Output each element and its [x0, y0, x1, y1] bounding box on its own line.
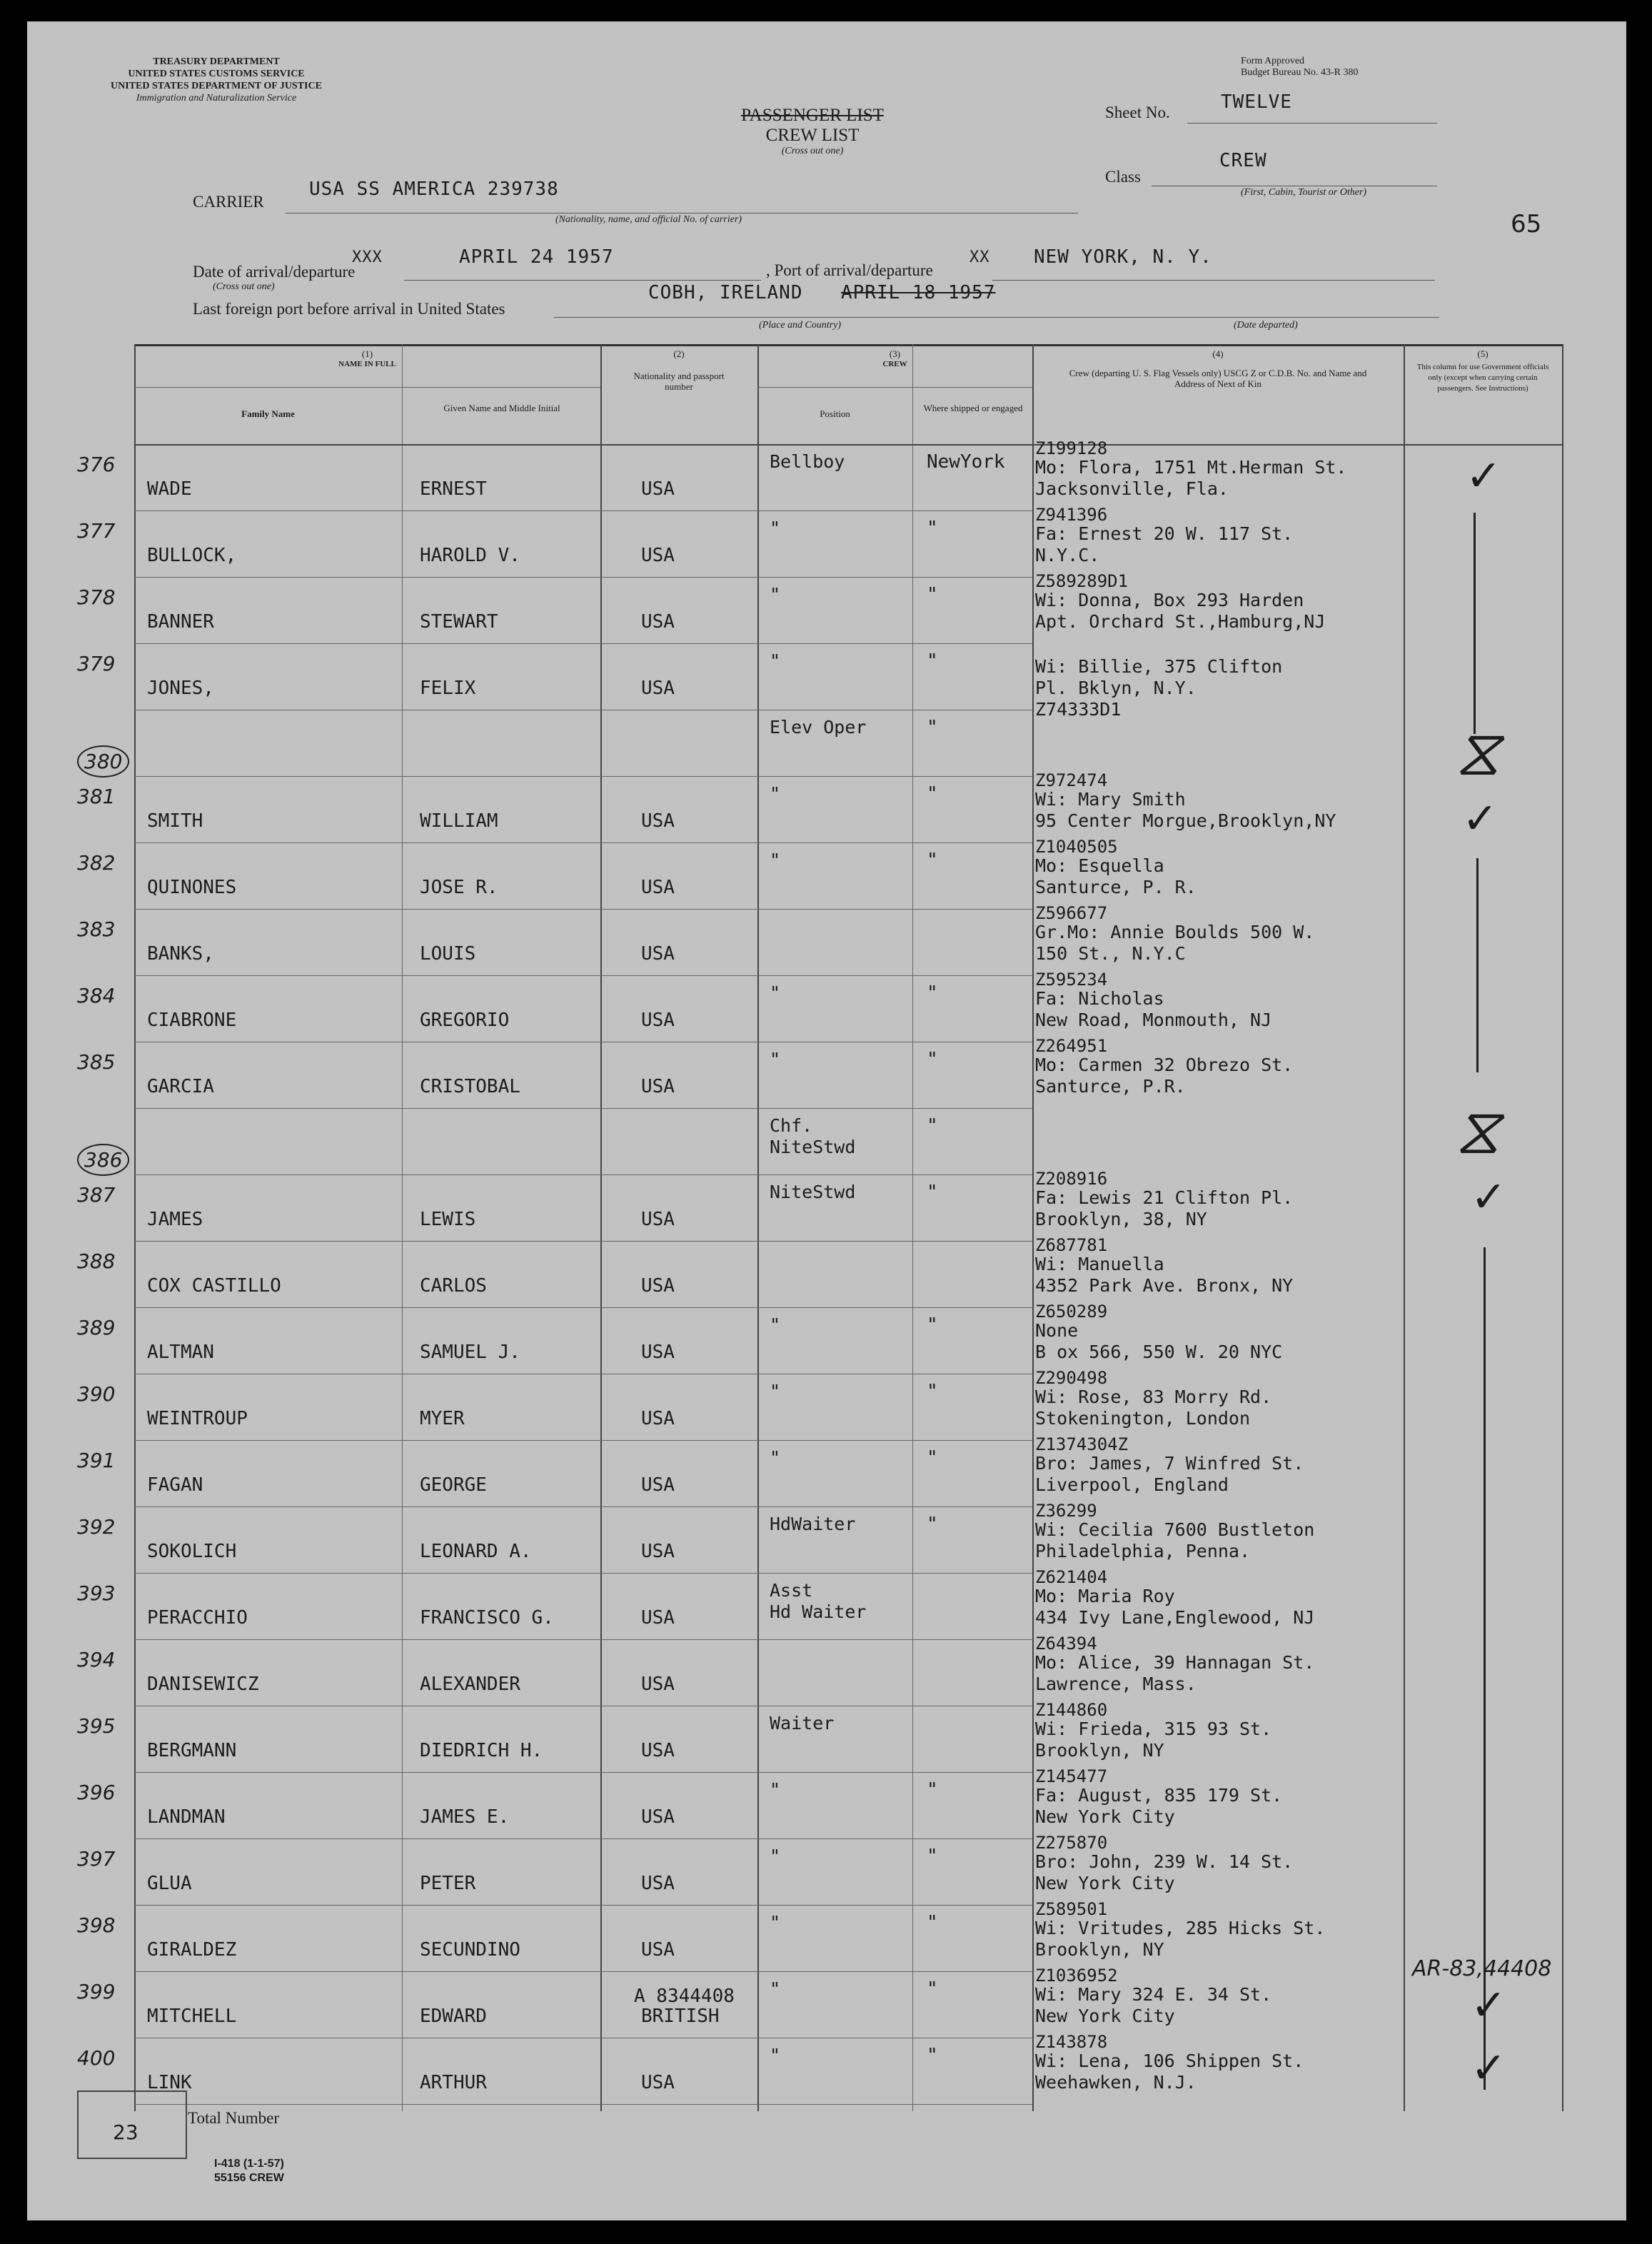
row-divider — [134, 643, 1032, 644]
given-name: SAMUEL J. — [420, 1342, 520, 1363]
port-label: , Port of arrival/departure — [766, 261, 933, 279]
position: Elev Oper — [770, 717, 867, 738]
date-departed-note: (Date departed) — [1234, 320, 1298, 331]
given-name: CARLOS — [420, 1275, 487, 1297]
where-engaged: " — [927, 650, 938, 672]
where-engaged: " — [927, 850, 938, 871]
next-of-kin: Fa: Ernest 20 W. 117 St. N.Y.C. — [1035, 523, 1294, 565]
row-number: 394 — [77, 1648, 116, 1671]
next-of-kin: Wi: Lena, 106 Shippen St. Weehawken, N.J. — [1035, 2051, 1304, 2093]
position: " — [770, 1381, 781, 1402]
nationality: USA — [641, 877, 675, 898]
check-mark-icon: ✓ — [1462, 794, 1499, 844]
date-value: APRIL 24 1957 — [459, 246, 614, 268]
next-of-kin: Wi: Billie, 375 Clifton Pl. Bklyn, N.Y. Z74333D1 — [1035, 656, 1283, 720]
given-name: ALEXANDER — [420, 1674, 520, 1695]
position: " — [770, 982, 781, 1003]
family-name: CIABRONE — [147, 1010, 237, 1031]
next-of-kin: Mo: Alice, 39 Hannagan St. Lawrence, Mass. — [1035, 1652, 1315, 1694]
row-divider — [134, 577, 1032, 578]
col-2-header — [600, 348, 757, 392]
row-number: 388 — [77, 1249, 116, 1273]
row-number: 386 — [77, 1144, 129, 1176]
agency-line: TREASURY DEPARTMENT — [153, 56, 280, 67]
row-number: 396 — [77, 1781, 116, 1804]
row-divider — [134, 1772, 1032, 1773]
position: Chf. NiteStwd — [770, 1115, 856, 1157]
nationality: USA — [641, 943, 675, 965]
row-number: 397 — [77, 1847, 116, 1871]
nationality: USA — [641, 1275, 675, 1297]
port-prefix: XX — [969, 248, 990, 266]
col-4-header — [1032, 348, 1404, 389]
z-number: Z264951 — [1035, 1036, 1108, 1056]
given-name: LEWIS — [420, 1209, 476, 1230]
family-name: BANKS, — [147, 943, 214, 965]
class-value: CREW — [1219, 150, 1267, 171]
carrier-label: CARRIER — [193, 193, 264, 211]
next-of-kin: Mo: Carmen 32 Obrezo St. Santurce, P.R. — [1035, 1055, 1294, 1097]
family-name: QUINONES — [147, 877, 237, 898]
z-number: Z650289 — [1035, 1302, 1108, 1322]
row-divider — [134, 1241, 1032, 1242]
z-number: Z290498 — [1035, 1368, 1108, 1388]
row-number: 377 — [77, 519, 116, 543]
position: Bellboy — [770, 451, 845, 472]
col-5-num: (5) — [1477, 348, 1489, 359]
row-number: 395 — [77, 1714, 116, 1738]
row-number: 399 — [77, 1980, 116, 2003]
check-mark-icon: ✓ — [1466, 451, 1502, 501]
nationality: USA — [641, 1010, 675, 1031]
agency-line: UNITED STATES CUSTOMS SERVICE — [128, 69, 305, 79]
nationality: USA — [641, 1541, 675, 1562]
z-number: Z1036952 — [1035, 1966, 1118, 1986]
next-of-kin: Wi: Cecilia 7600 Bustleton Philadelphia, Penna. — [1035, 1519, 1315, 1561]
nationality: USA — [641, 810, 675, 832]
row-divider — [134, 1506, 1032, 1507]
z-number: Z145477 — [1035, 1766, 1108, 1786]
total-value: 23 — [113, 2120, 138, 2144]
port-value: NEW YORK, N. Y. — [1034, 246, 1212, 268]
next-of-kin: Wi: Rose, 83 Morry Rd. Stokenington, London — [1035, 1387, 1272, 1429]
given-name: JAMES E. — [420, 1806, 510, 1828]
total-box — [77, 2090, 187, 2159]
family-name: GARCIA — [147, 1076, 214, 1097]
form-approval — [1241, 56, 1358, 79]
nationality: USA — [641, 545, 675, 566]
where-engaged: " — [927, 1978, 938, 2000]
z-number: Z64394 — [1035, 1634, 1097, 1654]
position: Waiter — [770, 1713, 835, 1734]
cross-out-note: (Cross out one) — [781, 146, 844, 156]
where-engaged: " — [927, 518, 938, 539]
row-divider — [134, 975, 1032, 976]
z-number: Z208916 — [1035, 1169, 1108, 1189]
cross-mark-icon: ⧖ — [1455, 1094, 1501, 1169]
col-3-title: CREW — [882, 360, 907, 368]
row-number: 380 — [77, 745, 129, 778]
check-mark-icon: ✓ — [1471, 1172, 1507, 1222]
class-label: Class — [1105, 168, 1141, 186]
family-name: ALTMAN — [147, 1342, 214, 1363]
check-mark-icon: ✓ — [1471, 1981, 1507, 2031]
row-divider — [134, 842, 1032, 843]
next-of-kin: Mo: Flora, 1751 Mt.Herman St. Jacksonville, Fla. — [1035, 457, 1347, 499]
col-4-num: (4) — [1212, 348, 1224, 359]
col-4-title: Crew (departing U. S. Flag Vessels only) USCG Z or C.D.B. No. and Name and Address of Next of Kin — [1069, 368, 1367, 389]
where-engaged: " — [927, 717, 938, 738]
where-engaged: " — [927, 1846, 938, 1867]
row-number: 376 — [77, 453, 116, 476]
z-number: Z941396 — [1035, 505, 1108, 525]
next-of-kin: None B ox 566, 550 W. 20 NYC — [1035, 1320, 1283, 1362]
nationality: USA — [641, 1674, 675, 1695]
row-number: 398 — [77, 1913, 116, 1937]
ditto-line — [1474, 513, 1476, 734]
row-divider — [134, 1440, 1032, 1441]
ar-annotation: AR-83,44408 — [1412, 1956, 1552, 1981]
nationality: USA — [641, 1607, 675, 1629]
z-number: Z1374304Z — [1035, 1434, 1129, 1454]
nationality: USA — [641, 1474, 675, 1496]
family-name: SOKOLICH — [147, 1541, 237, 1562]
row-divider — [134, 510, 1032, 511]
given-name: DIEDRICH H. — [420, 1740, 543, 1761]
family-name: FAGAN — [147, 1474, 203, 1496]
family-name: WEINTROUP — [147, 1408, 248, 1429]
position: " — [770, 1912, 781, 1933]
given-name: HAROLD V. — [420, 545, 520, 566]
family-name: JAMES — [147, 1209, 203, 1230]
col-3-num: (3) — [889, 348, 901, 359]
given-name: JOSE R. — [420, 877, 498, 898]
family-name: LINK — [147, 2072, 192, 2093]
where-engaged: " — [927, 1314, 938, 1336]
family-name: SMITH — [147, 810, 203, 832]
next-of-kin: Mo: Maria Roy 434 Ivy Lane,Englewood, NJ — [1035, 1586, 1315, 1628]
last-port-label: Last foreign port before arrival in United States — [193, 300, 505, 318]
family-name: GLUA — [147, 1873, 192, 1894]
date-label: Date of arrival/departure — [193, 263, 356, 281]
sheet-label: Sheet No. — [1105, 104, 1170, 121]
title-block — [712, 106, 912, 157]
position: " — [770, 1314, 781, 1335]
passport-number: A 8344408 — [634, 1986, 735, 2007]
position: " — [770, 1049, 781, 1070]
col-2-title: Nationality and passport number — [633, 371, 725, 392]
next-of-kin: Wi: Vritudes, 285 Hicks St. Brooklyn, NY — [1035, 1918, 1326, 1960]
given-name: WILLIAM — [420, 810, 498, 832]
where-engaged: " — [927, 1514, 938, 1535]
col-1-num: (1) — [361, 348, 373, 359]
where-engaged: " — [927, 2045, 938, 2066]
where-engaged: " — [927, 1182, 938, 1203]
next-of-kin: Wi: Manuella 4352 Park Ave. Bronx, NY — [1035, 1254, 1294, 1296]
row-divider — [134, 1971, 1032, 1972]
family-name: BULLOCK, — [147, 545, 237, 566]
where-engaged: " — [927, 982, 938, 1004]
where-engaged: " — [927, 584, 938, 605]
next-of-kin: Wi: Mary Smith 95 Center Morgue,Brooklyn,NY — [1035, 789, 1336, 831]
family-name: GIRALDEZ — [147, 1939, 237, 1961]
z-number: Z687781 — [1035, 1235, 1108, 1255]
row-divider — [134, 1838, 1032, 1839]
date-departed-value: APRIL 18 1957 — [841, 282, 996, 303]
agency-line: Immigration and Naturalization Service — [136, 93, 297, 104]
z-number: Z199128 — [1035, 438, 1108, 458]
row-divider — [134, 2104, 1032, 2105]
row-divider — [134, 1639, 1032, 1640]
z-number: Z589501 — [1035, 1899, 1108, 1919]
position: " — [770, 518, 781, 538]
given-name: EDWARD — [420, 2006, 487, 2027]
row-number: 400 — [77, 2046, 116, 2070]
given-name: ARTHUR — [420, 2072, 487, 2093]
position: " — [770, 584, 781, 605]
family-name: JONES, — [147, 678, 214, 699]
row-number: 382 — [77, 851, 116, 875]
nationality: USA — [641, 1342, 675, 1363]
position: " — [770, 783, 781, 804]
family-name: MITCHELL — [147, 2006, 237, 2027]
total-label: Total Number — [188, 2109, 280, 2127]
nationality: USA — [641, 1873, 675, 1894]
next-of-kin: Bro: James, 7 Winfred St. Liverpool, England — [1035, 1453, 1304, 1495]
row-divider — [134, 1108, 1032, 1109]
z-number: Z143878 — [1035, 2032, 1108, 2052]
crew-table — [77, 344, 1562, 2111]
row-divider — [134, 1573, 1032, 1574]
row-number: 383 — [77, 917, 116, 941]
z-number: Z589289D1 — [1035, 571, 1129, 591]
budget-bureau: Budget Bureau No. 43-R 380 — [1241, 67, 1359, 78]
agency-block — [66, 56, 366, 104]
family-name: BERGMANN — [147, 1740, 237, 1761]
row-number: 378 — [77, 585, 116, 609]
nationality: USA — [641, 611, 675, 633]
col-1-title: NAME IN FULL — [338, 360, 396, 368]
cross-out-note-2: (Cross out one) — [213, 281, 275, 292]
check-mark-icon: ✓ — [1471, 2043, 1507, 2093]
next-of-kin: Mo: Esquella Santurce, P. R. — [1035, 855, 1197, 897]
given-name: LOUIS — [420, 943, 476, 965]
where-engaged: " — [927, 1381, 938, 1402]
where-engaged: " — [927, 1115, 938, 1137]
z-number: Z621404 — [1035, 1567, 1108, 1587]
row-number: 391 — [77, 1449, 116, 1472]
position: NiteStwd — [770, 1182, 856, 1202]
where-engaged: " — [927, 1779, 938, 1801]
col-where-header: Where shipped or engaged — [923, 403, 1023, 413]
carrier-value: USA SS AMERICA 239738 — [309, 178, 559, 200]
nationality: USA — [641, 2072, 675, 2093]
row-number: 387 — [77, 1183, 116, 1207]
col-3-header — [757, 348, 1032, 370]
nationality: USA — [641, 1408, 675, 1429]
family-name: DANISEWICZ — [147, 1674, 259, 1695]
given-name: ERNEST — [420, 478, 487, 500]
given-name: MYER — [420, 1408, 465, 1429]
row-number: 379 — [77, 652, 116, 675]
cross-mark-icon: ⧖ — [1455, 715, 1501, 790]
col-family-header: Family Name — [241, 408, 295, 419]
ditto-line — [1476, 858, 1479, 1072]
where-engaged: " — [927, 783, 938, 805]
last-port-value: COBH, IRELAND — [648, 282, 803, 303]
z-number: Z1040505 — [1035, 837, 1118, 857]
position: " — [770, 650, 781, 671]
nationality: USA — [641, 678, 675, 699]
given-name: STEWART — [420, 611, 498, 633]
col-5-title: This column for use Government officials only (except when carrying certain passengers. See Instructions) — [1416, 363, 1549, 393]
row-divider — [134, 776, 1032, 777]
row-divider — [134, 1905, 1032, 1906]
position: " — [770, 1978, 781, 1999]
nationality: USA — [641, 1209, 675, 1230]
col-position-header: Position — [820, 408, 850, 419]
carrier-note: (Nationality, name, and official No. of carrier) — [555, 214, 742, 225]
family-name: COX CASTILLO — [147, 1275, 281, 1297]
given-name: PETER — [420, 1873, 476, 1894]
next-of-kin: Wi: Donna, Box 293 Harden Apt. Orchard St.,Hamburg,NJ — [1035, 590, 1326, 632]
date-prefix: XXX — [352, 248, 383, 266]
next-of-kin: Fa: August, 835 179 St. New York City — [1035, 1785, 1283, 1827]
family-name: WADE — [147, 478, 192, 500]
col-given-header: Given Name and Middle Initial — [443, 403, 560, 413]
row-number: 390 — [77, 1382, 116, 1406]
title-crew-list: CREW LIST — [765, 126, 860, 145]
row-number: 385 — [77, 1050, 116, 1074]
given-name: SECUNDINO — [420, 1939, 520, 1961]
position: Asst Hd Waiter — [770, 1580, 867, 1622]
given-name: GREGORIO — [420, 1010, 510, 1031]
next-of-kin: Gr.Mo: Annie Boulds 500 W. 150 St., N.Y.C — [1035, 922, 1315, 964]
class-note: (First, Cabin, Tourist or Other) — [1241, 187, 1367, 198]
where-engaged: " — [927, 1049, 938, 1070]
row-divider — [134, 1307, 1032, 1308]
where-engaged: " — [927, 1912, 938, 1933]
position: " — [770, 850, 781, 870]
position: " — [770, 2045, 781, 2066]
position: " — [770, 1447, 781, 1468]
row-number: 384 — [77, 984, 116, 1007]
position: " — [770, 1846, 781, 1866]
form-code: 55156 CREW — [214, 2172, 284, 2184]
row-divider — [134, 1174, 1032, 1175]
row-divider — [134, 909, 1032, 910]
col-5-header — [1404, 348, 1562, 394]
given-name: GEORGE — [420, 1474, 487, 1496]
given-name: CRISTOBAL — [420, 1076, 520, 1097]
col-2-num: (2) — [673, 348, 685, 359]
z-number: Z596677 — [1035, 903, 1108, 923]
z-number: Z36299 — [1035, 1501, 1097, 1521]
row-number: 392 — [77, 1515, 116, 1539]
nationality: USA — [641, 1740, 675, 1761]
z-number: Z595234 — [1035, 970, 1108, 990]
sheet-value: TWELVE — [1221, 91, 1292, 113]
given-name: FELIX — [420, 678, 476, 699]
manifest-sheet — [27, 21, 1626, 2220]
row-number: 389 — [77, 1316, 116, 1339]
next-of-kin: Bro: John, 239 W. 14 St. New York City — [1035, 1851, 1294, 1893]
where-engaged: " — [927, 1447, 938, 1469]
next-of-kin: Fa: Lewis 21 Clifton Pl. Brooklyn, 38, NY — [1035, 1187, 1294, 1229]
given-name: FRANCISCO G. — [420, 1607, 554, 1629]
given-name: LEONARD A. — [420, 1541, 532, 1562]
nationality: USA — [641, 1939, 675, 1961]
next-of-kin: Wi: Frieda, 315 93 St. Brooklyn, NY — [1035, 1719, 1272, 1761]
nationality: USA — [641, 1806, 675, 1828]
form-number: I-418 (1-1-57) — [214, 2158, 284, 2170]
agency-line: UNITED STATES DEPARTMENT OF JUSTICE — [111, 81, 322, 91]
family-name: LANDMAN — [147, 1806, 226, 1828]
family-name: PERACCHIO — [147, 1607, 248, 1629]
row-number: 393 — [77, 1581, 116, 1605]
form-approved: Form Approved — [1241, 56, 1305, 66]
nationality: USA — [641, 478, 675, 500]
title-passenger-list: PASSENGER LIST — [741, 106, 884, 125]
position: " — [770, 1779, 781, 1800]
row-number: 381 — [77, 785, 116, 808]
z-number: Z972474 — [1035, 770, 1108, 790]
place-note: (Place and Country) — [759, 320, 842, 331]
where-engaged: NewYork — [927, 451, 1005, 473]
position: HdWaiter — [770, 1514, 856, 1534]
nationality: USA — [641, 1076, 675, 1097]
family-name: BANNER — [147, 611, 214, 633]
page-number: 65 — [1511, 210, 1542, 238]
z-number: Z275870 — [1035, 1833, 1108, 1853]
next-of-kin: Wi: Mary 324 E. 34 St. New York City — [1035, 1984, 1272, 2026]
z-number: Z144860 — [1035, 1700, 1108, 1720]
next-of-kin: Fa: Nicholas New Road, Monmouth, NJ — [1035, 988, 1272, 1030]
nationality: BRITISH — [641, 2006, 720, 2027]
col-1-header — [134, 348, 600, 370]
